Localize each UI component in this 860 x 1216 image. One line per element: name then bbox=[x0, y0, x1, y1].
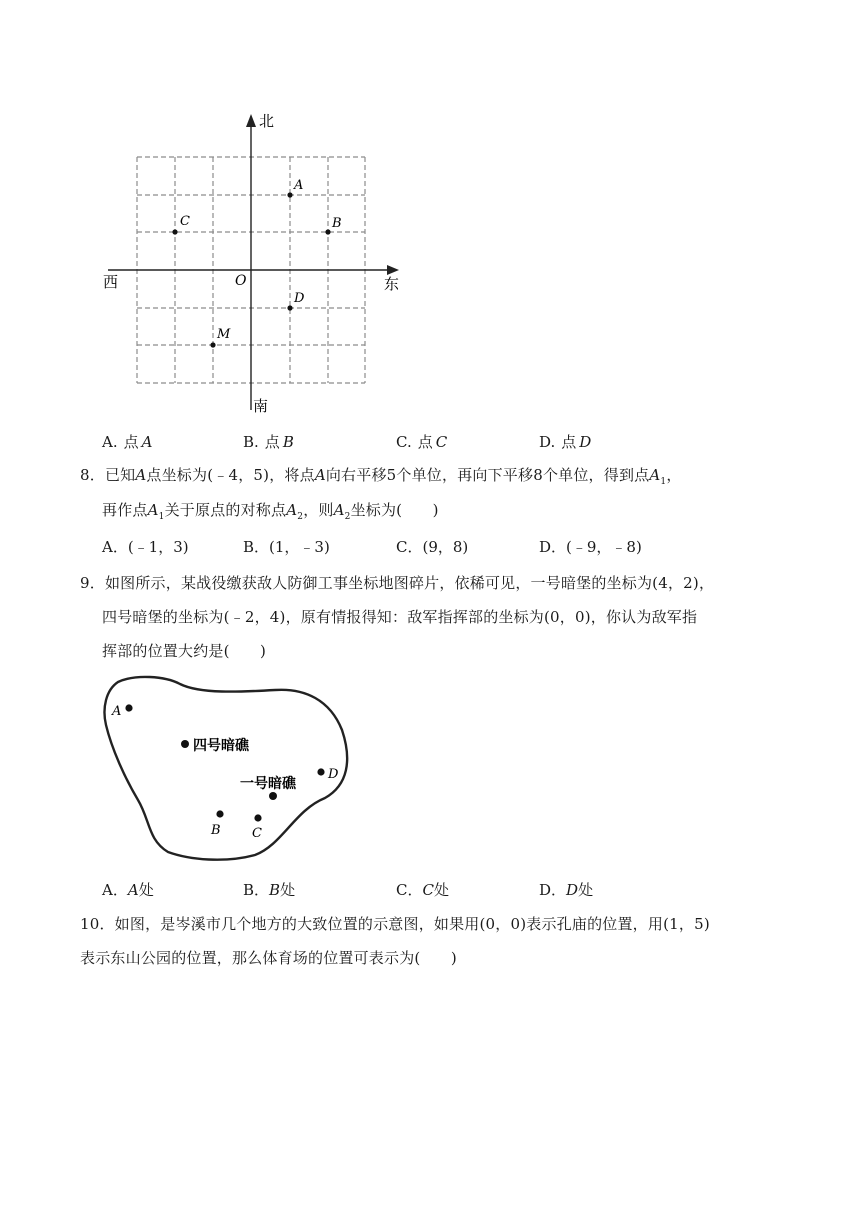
point-M bbox=[210, 342, 215, 347]
option-text: 处 bbox=[433, 881, 449, 899]
text: ，则 bbox=[303, 501, 334, 519]
map-point-C bbox=[254, 814, 261, 821]
option-text: 点 bbox=[123, 433, 139, 451]
option-var: D bbox=[579, 433, 592, 451]
bunker1-dot bbox=[269, 792, 277, 800]
text: 向右平移5个单位，再向下平移8个单位，得到点 bbox=[325, 466, 650, 484]
option-letter: B． bbox=[243, 881, 270, 899]
var: A bbox=[649, 466, 661, 484]
option-text: 处 bbox=[578, 881, 594, 899]
point-B-label: B bbox=[332, 216, 342, 231]
var: A bbox=[314, 466, 326, 484]
south-label: 南 bbox=[253, 397, 269, 415]
q9-line-3: 挥部的位置大约是( ) bbox=[102, 642, 267, 660]
q8-option-c[interactable]: C．(9，8) bbox=[396, 538, 469, 556]
var: A bbox=[135, 466, 147, 484]
q7-option-c[interactable] bbox=[396, 431, 447, 452]
subscript: 1 bbox=[158, 512, 165, 522]
q8-option-b[interactable]: B．(1，﹣3) bbox=[243, 538, 330, 556]
option-text: 点 bbox=[561, 433, 577, 451]
option-text: 点 bbox=[417, 433, 433, 451]
north-label: 北 bbox=[259, 112, 275, 130]
point-C-label: C bbox=[180, 214, 190, 229]
option-var: C bbox=[422, 881, 434, 899]
subscript: 2 bbox=[297, 512, 304, 522]
map-label-B: B bbox=[211, 823, 221, 838]
q7-option-b[interactable] bbox=[243, 431, 294, 452]
bunker4-label: 四号暗礁 bbox=[193, 738, 249, 754]
subscript: 1 bbox=[660, 477, 667, 487]
q9-option-c[interactable] bbox=[396, 879, 449, 900]
option-text: 处 bbox=[280, 881, 296, 899]
option-var: B bbox=[282, 433, 294, 451]
island-outline bbox=[105, 677, 348, 860]
option-text: 点 bbox=[264, 433, 280, 451]
point-D-label: D bbox=[294, 291, 305, 306]
q9-option-d[interactable] bbox=[539, 879, 593, 900]
q8-line-1 bbox=[80, 464, 682, 487]
text: ， bbox=[666, 466, 682, 484]
option-letter: A． bbox=[102, 881, 128, 899]
bunker4-dot bbox=[181, 740, 189, 748]
map-point-B bbox=[216, 810, 223, 817]
island-map-figure bbox=[90, 670, 370, 870]
option-letter: D． bbox=[539, 881, 567, 899]
map-point-A bbox=[125, 704, 132, 711]
text: 已知 bbox=[104, 466, 136, 484]
map-point-D bbox=[317, 768, 324, 775]
option-letter: C． bbox=[396, 881, 423, 899]
option-var: C bbox=[435, 433, 448, 451]
text: 关于原点的对称点 bbox=[164, 501, 287, 519]
var: A bbox=[286, 501, 298, 519]
map-label-C: C bbox=[252, 826, 262, 841]
q7-option-d[interactable] bbox=[539, 431, 591, 452]
point-A-label: A bbox=[294, 178, 304, 193]
point-M-label: M bbox=[217, 327, 231, 342]
var: A bbox=[333, 501, 345, 519]
west-label: 西 bbox=[103, 273, 119, 291]
east-label: 东 bbox=[384, 275, 400, 293]
option-letter: C. bbox=[396, 433, 412, 451]
option-letter: B. bbox=[243, 433, 259, 451]
east-arrow-icon bbox=[387, 265, 399, 275]
text: 坐标为( ) bbox=[350, 501, 439, 519]
coordinate-grid-figure bbox=[0, 0, 860, 430]
point-D bbox=[287, 305, 292, 310]
var: A bbox=[147, 501, 159, 519]
map-label-A: A bbox=[112, 704, 122, 719]
option-letter: D. bbox=[539, 433, 556, 451]
option-text: 处 bbox=[138, 881, 154, 899]
q8-option-a[interactable]: A．(﹣1，3) bbox=[102, 538, 189, 556]
q7-option-a[interactable] bbox=[102, 431, 152, 452]
q8-line-2 bbox=[102, 499, 439, 522]
bunker1-label: 一号暗礁 bbox=[240, 776, 296, 792]
q10-line-1: 10．如图，是岑溪市几个地方的大致位置的示意图，如果用(0，0)表示孔庙的位置，用(1，5) bbox=[80, 915, 710, 933]
point-B bbox=[325, 229, 330, 234]
option-var: B bbox=[269, 881, 281, 899]
option-var: A bbox=[141, 433, 153, 451]
option-letter: A. bbox=[102, 433, 118, 451]
point-C bbox=[172, 229, 177, 234]
point-A bbox=[287, 192, 292, 197]
text: 点坐标为(﹣4，5)，将点 bbox=[146, 466, 315, 484]
q9-option-b[interactable] bbox=[243, 879, 295, 900]
north-arrow-icon bbox=[246, 114, 256, 127]
option-var: D bbox=[566, 881, 579, 899]
q10-line-2: 表示东山公园的位置，那么体育场的位置可表示为( ) bbox=[80, 949, 457, 967]
option-var: A bbox=[127, 881, 139, 899]
q8-number: 8． bbox=[80, 466, 105, 484]
map-label-D: D bbox=[328, 767, 339, 782]
text: 再作点 bbox=[102, 501, 148, 519]
q8-option-d[interactable]: D．(﹣9，﹣8) bbox=[539, 538, 642, 556]
q9-line-2: 四号暗堡的坐标为(﹣2，4)，原有情报得知：敌军指挥部的坐标为(0，0)，你认为敌军指 bbox=[102, 608, 698, 626]
subscript: 2 bbox=[344, 512, 351, 522]
q9-option-a[interactable] bbox=[102, 879, 154, 900]
q9-line-1: 9．如图所示，某战役缴获敌人防御工事坐标地图碎片，依稀可见，一号暗堡的坐标为(4，2)， bbox=[80, 574, 715, 592]
origin-label: O bbox=[235, 273, 247, 289]
